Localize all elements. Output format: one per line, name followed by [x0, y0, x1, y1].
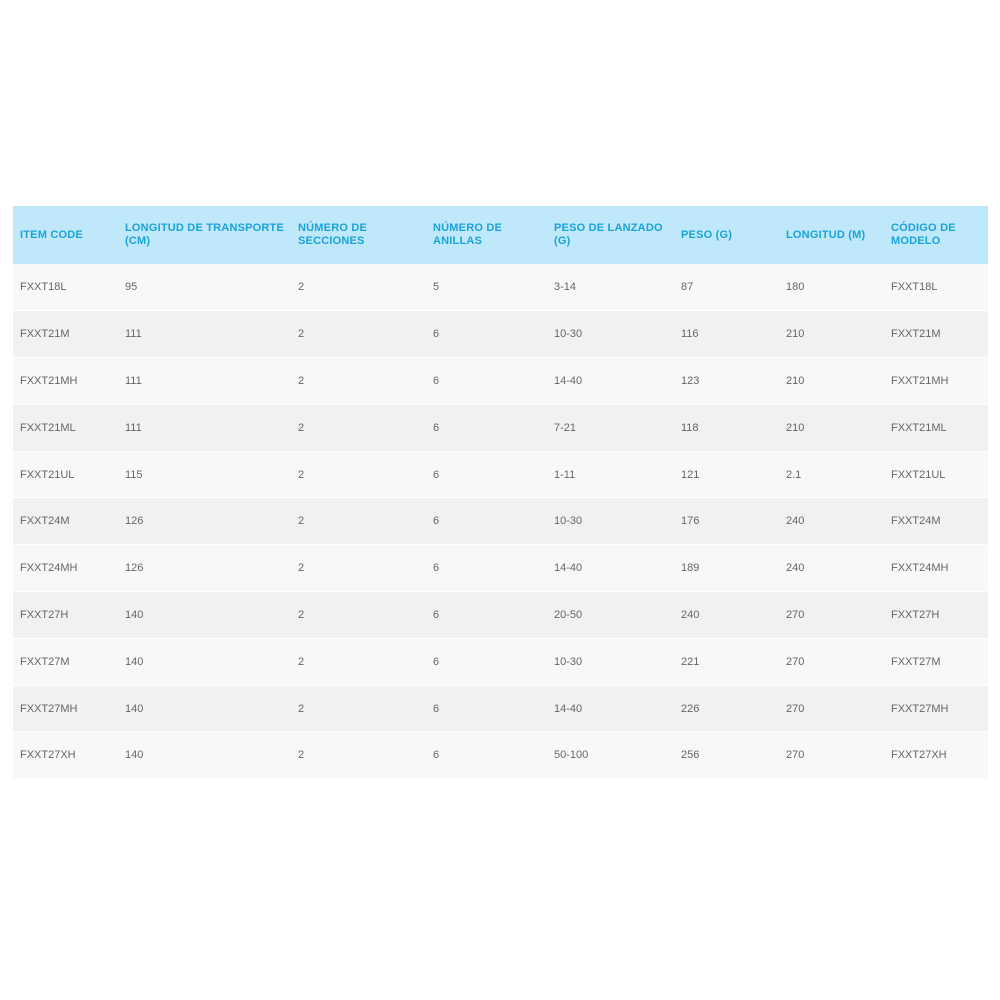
cell-peso-lanzado: 14-40	[554, 374, 583, 387]
cell-longitud: 270	[786, 608, 805, 621]
cell-numero-anillas: 6	[433, 421, 440, 434]
cell-item-code: FXXT27MH	[20, 702, 78, 715]
cell-codigo-modelo: FXXT21ML	[891, 421, 947, 434]
cell-numero-secciones: 2	[298, 421, 305, 434]
cell-peso-lanzado: 20-50	[554, 608, 583, 621]
spec-table-container	[13, 206, 988, 779]
cell-longitud: 240	[786, 562, 805, 575]
cell-numero-secciones: 2	[298, 328, 305, 341]
cell-numero-anillas: 5	[433, 281, 440, 294]
cell-longitud-transporte: 95	[125, 281, 138, 294]
cell-peso-lanzado: 10-30	[554, 515, 583, 528]
cell-longitud: 240	[786, 515, 805, 528]
cell-numero-secciones: 2	[298, 562, 305, 575]
cell-peso-lanzado: 50-100	[554, 749, 589, 762]
cell-item-code: FXXT27M	[20, 655, 70, 668]
cell-peso: 121	[681, 468, 700, 481]
cell-longitud-transporte: 140	[125, 608, 144, 621]
table-row	[13, 358, 988, 405]
cell-numero-secciones: 2	[298, 655, 305, 668]
cell-codigo-modelo: FXXT27MH	[891, 702, 949, 715]
table-row	[13, 264, 988, 311]
table-row	[13, 638, 988, 685]
table-row	[13, 311, 988, 358]
header-longitud-transporte: LONGITUD DE TRANSPORTE (CM)	[125, 222, 285, 247]
cell-numero-secciones: 2	[298, 468, 305, 481]
cell-item-code: FXXT21UL	[20, 468, 75, 481]
cell-codigo-modelo: FXXT18L	[891, 281, 938, 294]
table-row	[13, 498, 988, 545]
cell-peso-lanzado: 1-11	[554, 468, 576, 481]
table-row	[13, 592, 988, 639]
cell-peso: 226	[681, 702, 700, 715]
cell-longitud-transporte: 140	[125, 749, 144, 762]
header-numero-anillas: NÚMERO DE ANILLAS	[433, 222, 503, 247]
cell-numero-anillas: 6	[433, 328, 440, 341]
cell-peso: 116	[681, 328, 699, 341]
cell-item-code: FXXT27H	[20, 608, 69, 621]
cell-numero-anillas: 6	[433, 702, 440, 715]
cell-longitud-transporte: 111	[125, 374, 142, 387]
cell-item-code: FXXT24MH	[20, 562, 78, 575]
cell-longitud-transporte: 140	[125, 655, 144, 668]
cell-item-code: FXXT21ML	[20, 421, 76, 434]
cell-longitud: 270	[786, 749, 805, 762]
cell-numero-secciones: 2	[298, 749, 305, 762]
table-header	[13, 206, 988, 264]
table-row	[13, 685, 988, 732]
cell-longitud: 210	[786, 421, 805, 434]
cell-codigo-modelo: FXXT27M	[891, 655, 941, 668]
cell-peso: 87	[681, 281, 694, 294]
header-item-code: ITEM CODE	[20, 228, 83, 241]
cell-peso-lanzado: 3-14	[554, 281, 577, 294]
cell-numero-anillas: 6	[433, 562, 440, 575]
cell-numero-anillas: 6	[433, 468, 440, 481]
cell-peso-lanzado: 7-21	[554, 421, 577, 434]
cell-item-code: FXXT21M	[20, 328, 70, 341]
cell-numero-secciones: 2	[298, 608, 305, 621]
cell-peso: 256	[681, 749, 700, 762]
cell-peso-lanzado: 14-40	[554, 562, 583, 575]
table-row	[13, 451, 988, 498]
cell-peso: 176	[681, 515, 700, 528]
header-peso-lanzado: PESO DE LANZADO (G)	[554, 222, 663, 247]
cell-longitud-transporte: 111	[125, 328, 142, 341]
cell-codigo-modelo: FXXT21UL	[891, 468, 946, 481]
cell-longitud-transporte: 111	[125, 421, 142, 434]
cell-numero-secciones: 2	[298, 702, 305, 715]
cell-peso-lanzado: 14-40	[554, 702, 583, 715]
cell-item-code: FXXT24M	[20, 515, 70, 528]
cell-longitud: 270	[786, 655, 805, 668]
cell-peso-lanzado: 10-30	[554, 328, 583, 341]
cell-longitud: 2.1	[786, 468, 802, 481]
cell-peso: 240	[681, 608, 700, 621]
cell-peso: 118	[681, 421, 699, 434]
cell-item-code: FXXT21MH	[20, 374, 78, 387]
cell-codigo-modelo: FXXT21M	[891, 328, 941, 341]
cell-numero-secciones: 2	[298, 515, 305, 528]
header-row	[13, 206, 988, 264]
cell-longitud-transporte: 140	[125, 702, 144, 715]
cell-codigo-modelo: FXXT27H	[891, 608, 940, 621]
cell-longitud: 210	[786, 328, 805, 341]
cell-numero-anillas: 6	[433, 655, 440, 668]
cell-item-code: FXXT18L	[20, 281, 67, 294]
cell-peso: 221	[681, 655, 700, 668]
cell-numero-secciones: 2	[298, 281, 305, 294]
cell-longitud-transporte: 126	[125, 562, 144, 575]
cell-numero-anillas: 6	[433, 608, 440, 621]
cell-numero-anillas: 6	[433, 374, 440, 387]
cell-numero-anillas: 6	[433, 515, 440, 528]
cell-peso: 123	[681, 374, 700, 387]
header-numero-secciones: NÚMERO DE SECCIONES	[298, 222, 368, 247]
cell-numero-secciones: 2	[298, 374, 305, 387]
cell-peso-lanzado: 10-30	[554, 655, 583, 668]
cell-longitud: 180	[786, 281, 805, 294]
cell-codigo-modelo: FXXT24M	[891, 515, 941, 528]
table-body	[13, 264, 988, 779]
cell-item-code: FXXT27XH	[20, 749, 76, 762]
header-codigo-modelo: CÓDIGO DE MODELO	[891, 222, 956, 247]
cell-codigo-modelo: FXXT24MH	[891, 562, 949, 575]
cell-longitud-transporte: 126	[125, 515, 144, 528]
table-row	[13, 545, 988, 592]
cell-numero-anillas: 6	[433, 749, 440, 762]
cell-longitud-transporte: 115	[125, 468, 143, 481]
header-longitud: LONGITUD (M)	[786, 228, 866, 241]
cell-codigo-modelo: FXXT27XH	[891, 749, 947, 762]
cell-longitud: 270	[786, 702, 805, 715]
cell-longitud: 210	[786, 374, 805, 387]
table-row	[13, 732, 988, 779]
cell-codigo-modelo: FXXT21MH	[891, 374, 949, 387]
table-row	[13, 404, 988, 451]
header-peso: PESO (G)	[681, 228, 733, 241]
spec-table	[13, 206, 988, 779]
cell-peso: 189	[681, 562, 700, 575]
